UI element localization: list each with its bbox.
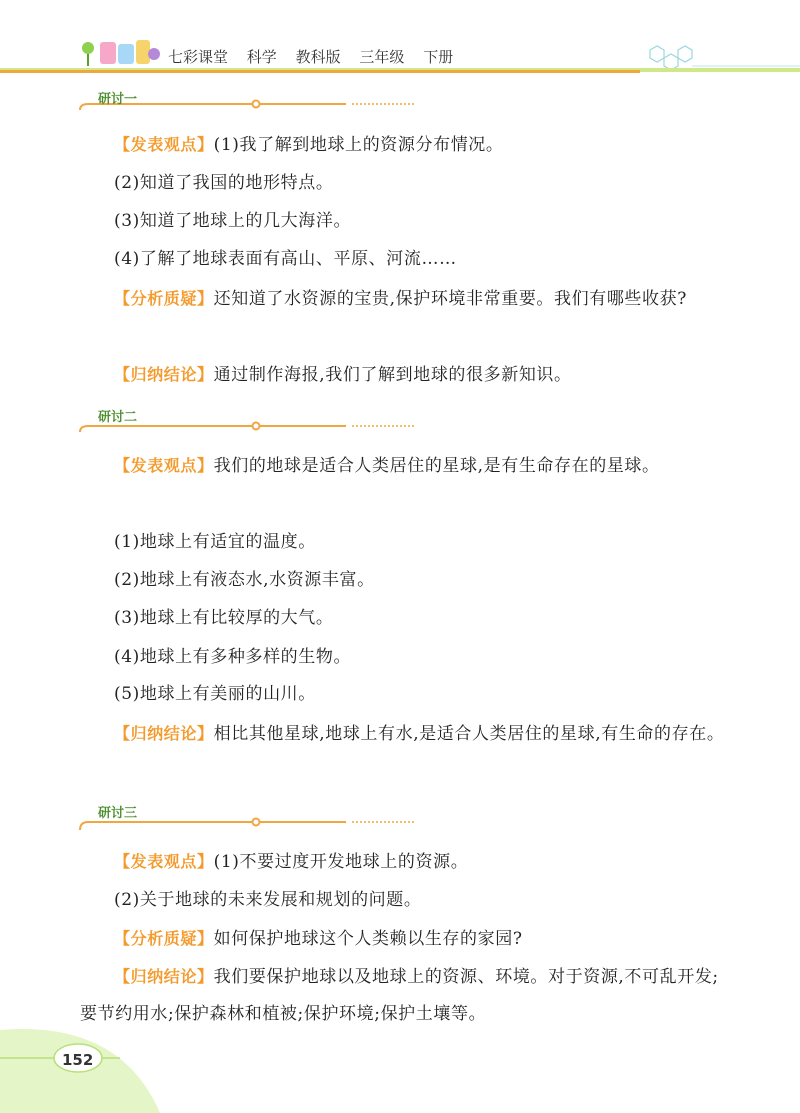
header-rule-accent — [0, 70, 640, 73]
tag-label: 【归纳结论】 — [114, 365, 214, 384]
paragraph: 【分析质疑】如何保护地球这个人类赖以生存的家园? — [114, 929, 523, 949]
paragraph: 【归纳结论】我们要保护地球以及地球上的资源、环境。对于资源,不可乱开发;要节约用水;保护森林和植被;保护环境;保护土壤等。 — [80, 967, 719, 1024]
paragraph: (1)地球上有适宜的温度。 — [114, 532, 316, 552]
page-header — [0, 0, 800, 80]
paragraph: 【分析质疑】还知道了水资源的宝贵,保护环境非常重要。我们有哪些收获? — [114, 289, 687, 309]
paragraph: 【归纳结论】通过制作海报,我们了解到地球的很多新知识。 — [114, 365, 572, 385]
tag-label: 【发表观点】 — [114, 135, 214, 154]
section-heading-1 — [76, 88, 416, 118]
header-edition: 教科版 — [295, 48, 341, 66]
tag-label: 【发表观点】 — [114, 456, 214, 475]
section-title: 研讨三 — [98, 806, 138, 821]
header-grade: 三年级 — [359, 48, 405, 66]
paragraph: (4)了解了地球表面有高山、平原、河流…… — [114, 249, 457, 269]
page-number: 152 — [62, 1051, 94, 1069]
paragraph: 【发表观点】我们的地球是适合人类居住的星球,是有生命存在的星球。 — [114, 456, 660, 476]
header-series: 七彩课堂 — [168, 48, 229, 66]
section-heading-3 — [76, 798, 416, 828]
paragraph: 【发表观点】(1)不要过度开发地球上的资源。 — [114, 852, 469, 872]
paragraph: (4)地球上有多种多样的生物。 — [114, 647, 352, 667]
hexagon-decoration-icon — [640, 36, 800, 80]
paragraph: (3)知道了地球上的几大海洋。 — [114, 211, 352, 231]
paragraph: (2)关于地球的未来发展和规划的问题。 — [114, 890, 422, 910]
paragraph: (3)地球上有比较厚的大气。 — [114, 608, 334, 628]
header-title — [168, 46, 467, 67]
tag-label: 【归纳结论】 — [114, 724, 214, 743]
header-volume: 下册 — [423, 48, 454, 66]
tag-label: 【发表观点】 — [114, 852, 214, 871]
header-subject: 科学 — [246, 48, 277, 66]
tag-label: 【归纳结论】 — [114, 967, 214, 986]
paragraph: (5)地球上有美丽的山川。 — [114, 684, 316, 704]
logo-icon — [78, 34, 162, 70]
paragraph: (2)地球上有液态水,水资源丰富。 — [114, 570, 375, 590]
section-title: 研讨二 — [98, 410, 138, 425]
paragraph: 【归纳结论】相比其他星球,地球上有水,是适合人类居住的星球,有生命的存在。 — [114, 724, 725, 744]
tag-label: 【分析质疑】 — [114, 929, 214, 948]
section-heading-2 — [76, 404, 416, 434]
paragraph: 【发表观点】(1)我了解到地球上的资源分布情况。 — [114, 135, 504, 155]
paragraph: (2)知道了我国的地形特点。 — [114, 173, 334, 193]
tag-label: 【分析质疑】 — [114, 289, 214, 308]
section-title: 研讨一 — [98, 92, 138, 107]
